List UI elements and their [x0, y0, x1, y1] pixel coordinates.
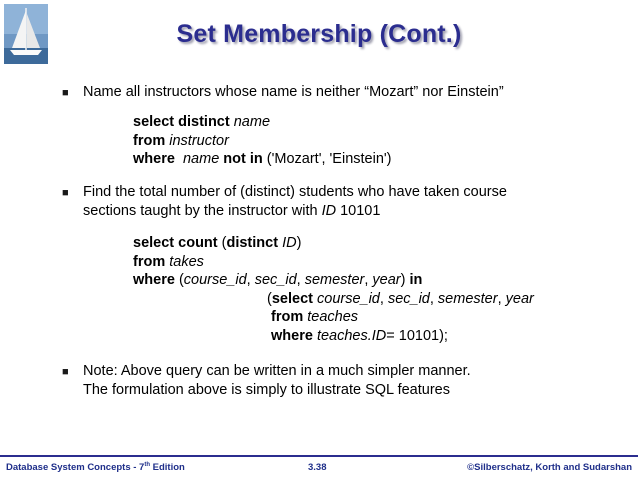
- slide-title: Set Membership (Cont.): [176, 20, 462, 48]
- square-bullet-icon: ■: [62, 187, 69, 199]
- sql-query-1: select distinct name from instructor where name not in ('Mozart', 'Einstein'): [133, 114, 392, 167]
- footer-page-number: 3.38: [308, 462, 327, 473]
- footer-book-title: Database System Concepts - 7th Edition: [6, 462, 185, 474]
- square-bullet-icon: ■: [62, 87, 69, 99]
- sql-query-2: select count (distinct ID) from takes where (course_id, sec_id, semester, year) in (select course_id, sec_id, semester, year from teaches where teaches.ID= 10101);: [133, 235, 534, 344]
- bullet-text: Note: Above query can be written in a much simpler manner. The formulation above is simply to illustrate SQL features: [83, 363, 471, 398]
- square-bullet-icon: ■: [62, 366, 69, 378]
- footer-copyright: ©Silberschatz, Korth and Sudarshan: [467, 462, 632, 473]
- bullet-text: Name all instructors whose name is neither “Mozart” nor Einstein”: [83, 84, 504, 100]
- bullet-text: Find the total number of (distinct) students who have taken course sections taught by the instructor with ID 10101: [83, 184, 507, 219]
- footer-divider: [0, 455, 638, 457]
